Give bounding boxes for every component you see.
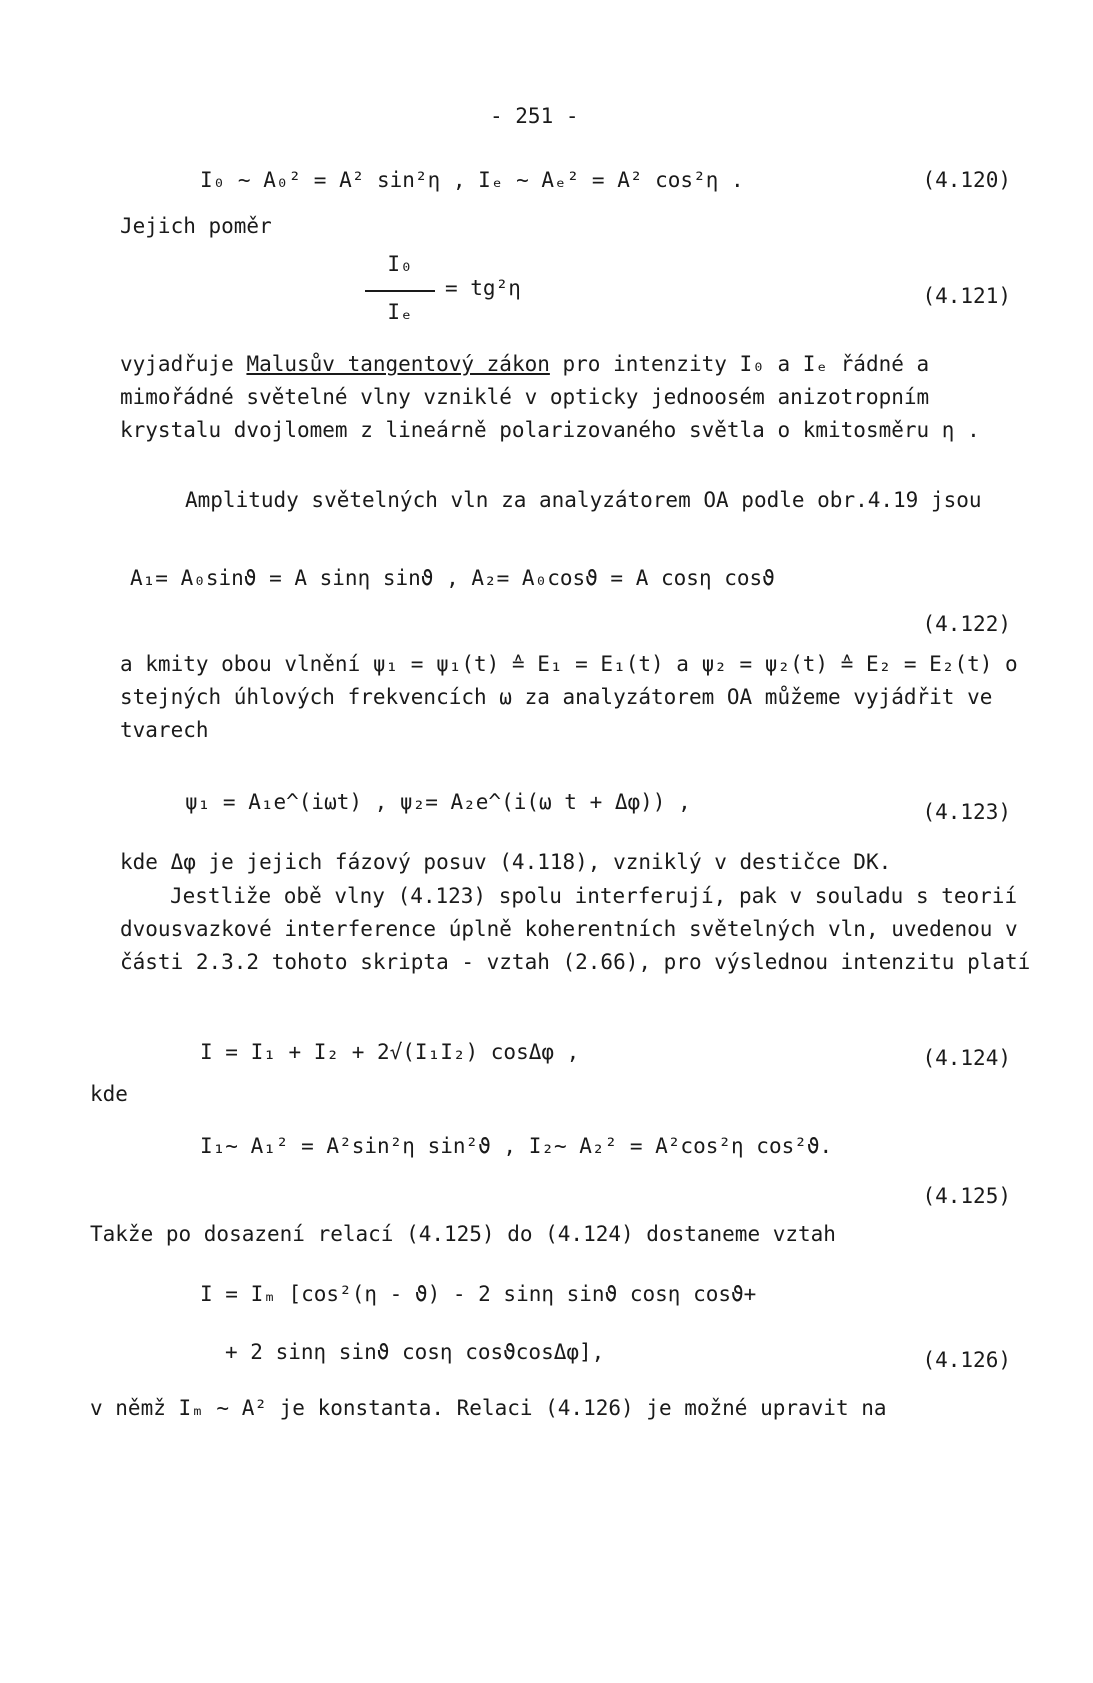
malus-law-term: Malusův tangentový zákon [246, 352, 550, 376]
equation-number-4-124: (4.124) [922, 1046, 1011, 1070]
equation-number-4-120: (4.120) [922, 168, 1011, 192]
equation-number-4-121: (4.121) [922, 284, 1011, 308]
fraction-denominator: Iₑ [387, 300, 413, 324]
equation-4-126-line-1: I = Iₘ [cos²(η - ϑ) - 2 sinη sinϑ cosη cosϑ+ [200, 1282, 757, 1306]
equation-4-123: ψ₁ = A₁e^(iωt) , ψ₂= A₂e^(i(ω t + Δφ)) , [185, 790, 691, 814]
equation-4-124: I = I₁ + I₂ + 2√(I₁I₂) cosΔφ , [200, 1040, 580, 1064]
equation-number-4-122: (4.122) [922, 612, 1011, 636]
paragraph-oscillations: a kmity obou vlnění ψ₁ = ψ₁(t) ≙ E₁ = E₁(t) a ψ₂ = ψ₂(t) ≙ E₂ = E₂(t) o stejných úhlových frekvencích ω za analyzátorem OA můžeme vyjádřit ve tvarech [120, 652, 1018, 742]
page-number: - 251 - [490, 104, 579, 128]
equation-4-120: I₀ ~ A₀² = A² sin²η , Iₑ ~ Aₑ² = A² cos²η . [200, 168, 744, 192]
equation-4-126-line-2: + 2 sinη sinϑ cosη cosϑcosΔφ], [225, 1340, 605, 1364]
equation-4-125: I₁~ A₁² = A²sin²η sin²ϑ , I₂~ A₂² = A²cos²η cos²ϑ. [200, 1134, 833, 1158]
paragraph-text: vyjadřuje [120, 352, 247, 376]
paragraph-text: pro intenzity I₀ a Iₑ řádné a mimořádné světelné vlny vzniklé v opticky jednoosém anizotropním krystalu dvojlomem z lineárně polarizovaného světla o kmitosměru η . [120, 352, 980, 442]
paragraph-text: Jejich poměr [120, 214, 272, 238]
paragraph-phase: kde Δφ je jejich fázový posuv (4.118), vzniklý v destičce DK. [120, 850, 892, 874]
paragraph-constant: v němž Iₘ ~ A² je konstanta. Relaci (4.126) je možné upravit na [90, 1396, 887, 1420]
fraction-bar [365, 290, 435, 292]
paragraph-amplitudes: Amplitudy světelných vln za analyzátorem OA podle obr.4.19 jsou [185, 488, 982, 512]
equation-number-4-126: (4.126) [922, 1348, 1011, 1372]
equation-number-4-123: (4.123) [922, 800, 1011, 824]
paragraph-malus [120, 348, 1040, 447]
paragraph-substitution: Takže po dosazení relací (4.125) do (4.124) dostaneme vztah [90, 1222, 836, 1246]
equation-number-4-125: (4.125) [922, 1184, 1011, 1208]
equation-4-121-rhs: = tg²η [445, 276, 521, 300]
equation-4-122: A₁= A₀sinϑ = A sinη sinϑ , A₂= A₀cosϑ = A cosη cosϑ [130, 566, 775, 590]
paragraph-text: kde [90, 1082, 128, 1106]
paragraph-interference: Jestliže obě vlny (4.123) spolu interferují, pak v souladu s teorií dvousvazkové interference úplně koherentních světelných vln, uvedenou v části 2.3.2 tohoto skripta - vztah (2.66), pro výslednou intenzitu platí [120, 884, 1031, 974]
fraction-numerator: I₀ [387, 252, 413, 276]
